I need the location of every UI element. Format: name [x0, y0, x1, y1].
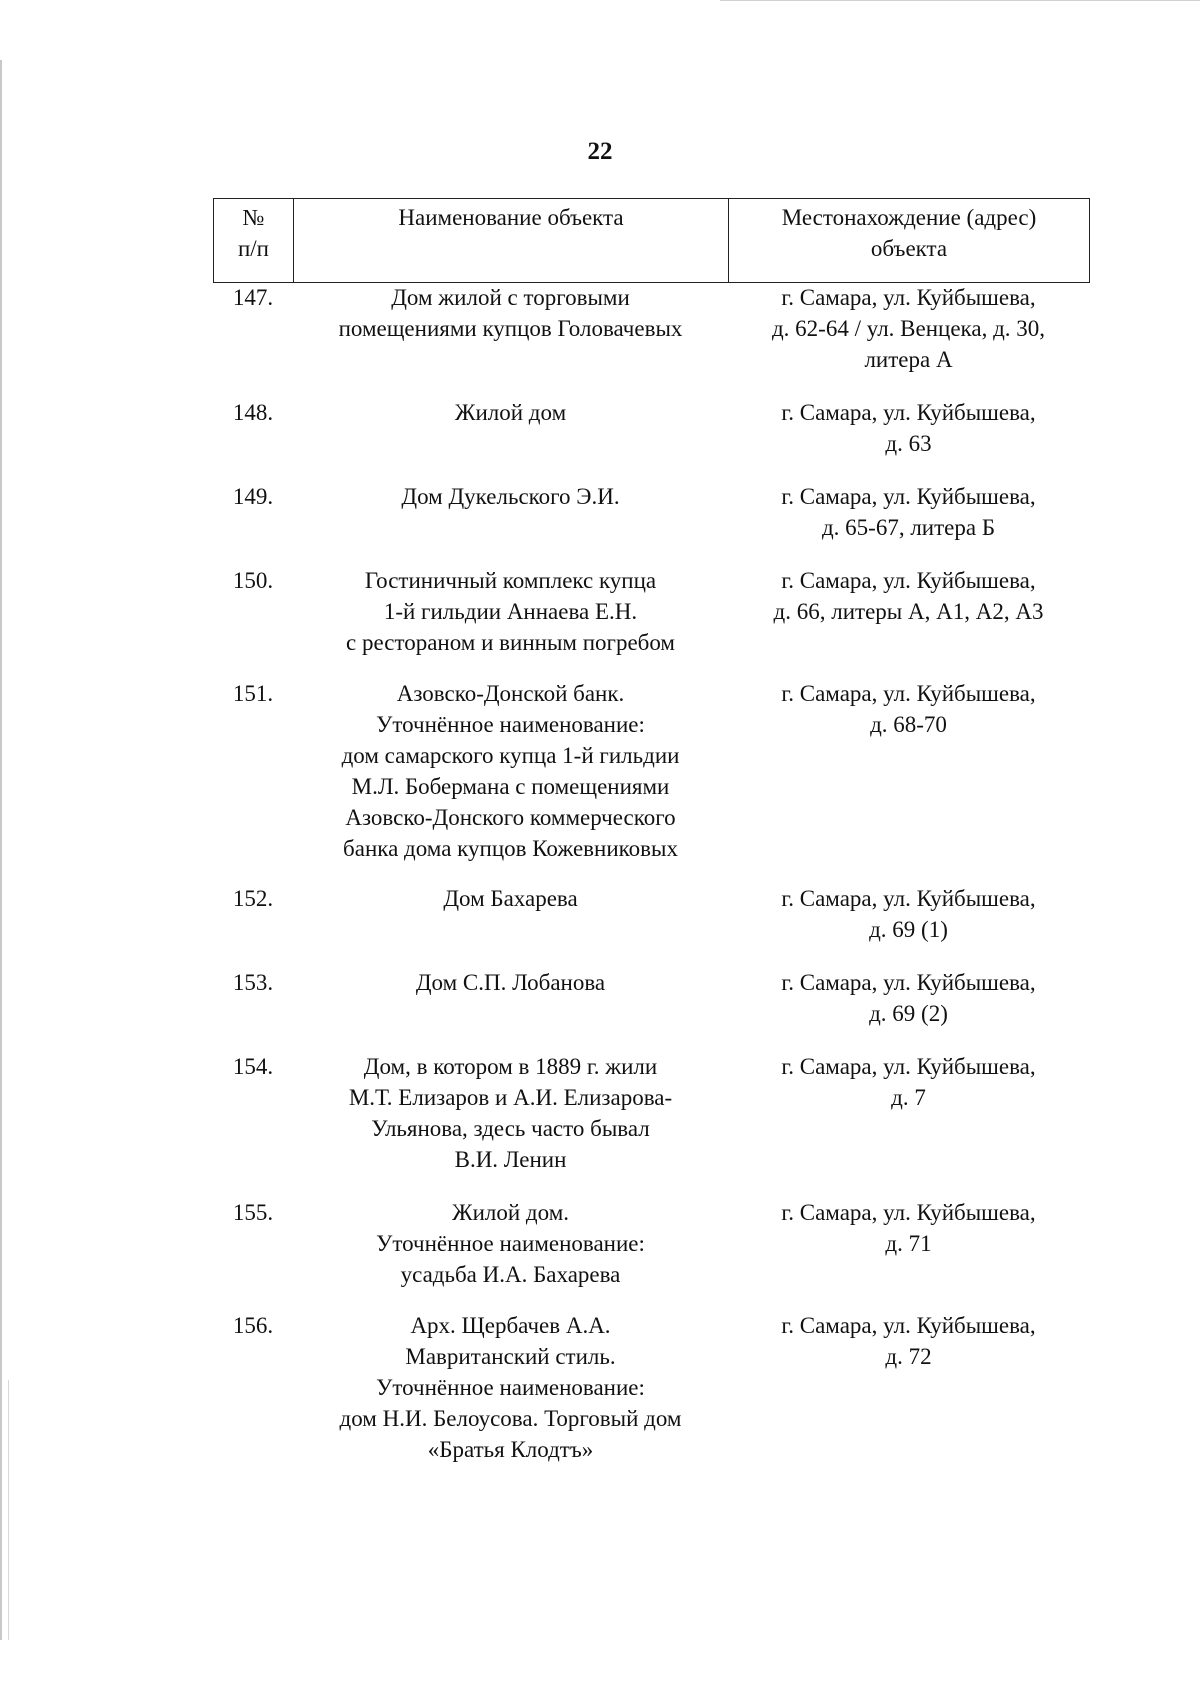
header-address [729, 199, 1090, 283]
object-name-line: Жилой дом. [451, 1200, 570, 1225]
object-name-line: дом самарского купца 1-й гильдии [341, 743, 680, 768]
header-name-line: Наименование объекта [398, 205, 624, 230]
object-name-line: Азовско-Донской банк. [396, 681, 625, 706]
object-address-line: д. 63 [885, 431, 932, 456]
object-address-line: д. 68-70 [870, 712, 947, 737]
object-name-line: Уточнённое наименование: [376, 1375, 645, 1400]
row-number: 150. [232, 568, 274, 593]
object-name [293, 481, 728, 543]
object-address-line: литера А [864, 347, 953, 372]
header-num-line: п/п [237, 236, 269, 261]
object-name-line: Дом Бахарева [443, 886, 578, 911]
object-name-line: Ульянова, здесь часто бывал [371, 1116, 650, 1141]
row-number: 151. [232, 681, 274, 706]
object-name-line: Дом, в котором в 1889 г. жили [363, 1054, 658, 1079]
object-name-line: М.Т. Елизаров и А.И. Елизарова- [348, 1085, 673, 1110]
object-name [293, 397, 728, 459]
object-address-line: г. Самара, ул. Куйбышева, [781, 1200, 1036, 1225]
object-address-line: д. 7 [891, 1085, 926, 1110]
object-name-line: Уточнённое наименование: [376, 1231, 645, 1256]
table-row [213, 1051, 1089, 1175]
object-address [728, 565, 1089, 658]
row-number: 152. [232, 886, 274, 911]
object-name-line: В.И. Ленин [454, 1147, 567, 1172]
object-address [728, 883, 1089, 945]
row-number: 149. [232, 484, 274, 509]
row-number: 156. [232, 1313, 274, 1338]
object-name [293, 1197, 728, 1290]
table-row [213, 481, 1089, 543]
object-name-line: Мавританский стиль. [405, 1344, 616, 1369]
object-name [293, 967, 728, 1029]
object-name-line: помещениями купцов Головачевых [338, 316, 683, 341]
object-name-line: Арх. Щербачев А.А. [410, 1313, 611, 1338]
row-number: 154. [232, 1054, 274, 1079]
table-row [213, 1197, 1089, 1290]
object-name-line: М.Л. Бобермана с помещениями [351, 774, 670, 799]
object-name-line: «Братья Клодтъ» [427, 1437, 594, 1462]
object-address-line: д. 71 [885, 1231, 932, 1256]
header-name [294, 199, 729, 283]
object-address-line: д. 62-64 / ул. Венцека, д. 30, [771, 316, 1046, 341]
scan-edge-top [720, 0, 1200, 1]
object-name [293, 883, 728, 945]
table-row [213, 397, 1089, 459]
object-address [728, 1051, 1089, 1175]
object-name-line: Гостиничный комплекс купца [364, 568, 657, 593]
object-name-line: Дом С.П. Лобанова [415, 970, 606, 995]
object-address-line: г. Самара, ул. Куйбышева, [781, 1313, 1036, 1338]
row-number: 148. [232, 400, 274, 425]
object-address-line: г. Самара, ул. Куйбышева, [781, 285, 1036, 310]
object-address [728, 678, 1089, 864]
object-name-line: дом Н.И. Белоусова. Торговый дом [339, 1406, 682, 1431]
row-number: 155. [232, 1200, 274, 1225]
row-number: 147. [232, 285, 274, 310]
object-address [728, 397, 1089, 459]
object-address [728, 1310, 1089, 1465]
object-address-line: г. Самара, ул. Куйбышева, [781, 400, 1036, 425]
object-address-line: д. 69 (1) [869, 917, 948, 942]
header-address-line: объекта [870, 236, 948, 261]
header-num-line: № [242, 205, 265, 230]
object-name [293, 1310, 728, 1465]
scan-edge-left-secondary [8, 1380, 9, 1640]
object-address-line: д. 65-67, литера Б [821, 515, 996, 540]
object-name-line: банка дома купцов Кожевниковых [343, 836, 678, 861]
object-address [728, 481, 1089, 543]
table-header [213, 198, 1090, 283]
object-address [728, 282, 1089, 375]
object-name-line: усадьба И.А. Бахарева [400, 1262, 621, 1287]
table-row [213, 282, 1089, 375]
object-address-line: д. 66, литеры А, А1, А2, А3 [773, 599, 1044, 624]
object-address-line: д. 69 (2) [869, 1001, 948, 1026]
table-row [213, 1310, 1089, 1465]
table-row [213, 678, 1089, 864]
object-address-line: г. Самара, ул. Куйбышева, [781, 681, 1036, 706]
object-address-line: г. Самара, ул. Куйбышева, [781, 970, 1036, 995]
object-address [728, 1197, 1089, 1290]
object-address-line: д. 72 [885, 1344, 932, 1369]
table-row [213, 967, 1089, 1029]
object-name [293, 678, 728, 864]
table-row [213, 883, 1089, 945]
object-name-line: Азовско-Донского коммерческого [345, 805, 676, 830]
object-name [293, 1051, 728, 1175]
object-name [293, 282, 728, 375]
object-name-line: Уточнённое наименование: [376, 712, 645, 737]
header-num [214, 199, 294, 283]
object-address-line: г. Самара, ул. Куйбышева, [781, 1054, 1036, 1079]
object-name-line: с рестораном и винным погребом [346, 630, 675, 655]
object-name [293, 565, 728, 658]
table-row [213, 565, 1089, 658]
object-address [728, 967, 1089, 1029]
object-name-line: Дом жилой с торговыми [391, 285, 630, 310]
scan-edge-left [0, 60, 2, 1640]
object-name-line: Жилой дом [454, 400, 567, 425]
object-address-line: г. Самара, ул. Куйбышева, [781, 568, 1036, 593]
object-address-line: г. Самара, ул. Куйбышева, [781, 886, 1036, 911]
object-name-line: 1-й гильдии Аннаева Е.Н. [383, 599, 638, 624]
header-address-line: Местонахождение (адрес) [781, 205, 1037, 230]
object-address-line: г. Самара, ул. Куйбышева, [781, 484, 1036, 509]
object-name-line: Дом Дукельского Э.И. [401, 484, 620, 509]
page-number: 22 [587, 138, 613, 165]
row-number: 153. [232, 970, 274, 995]
